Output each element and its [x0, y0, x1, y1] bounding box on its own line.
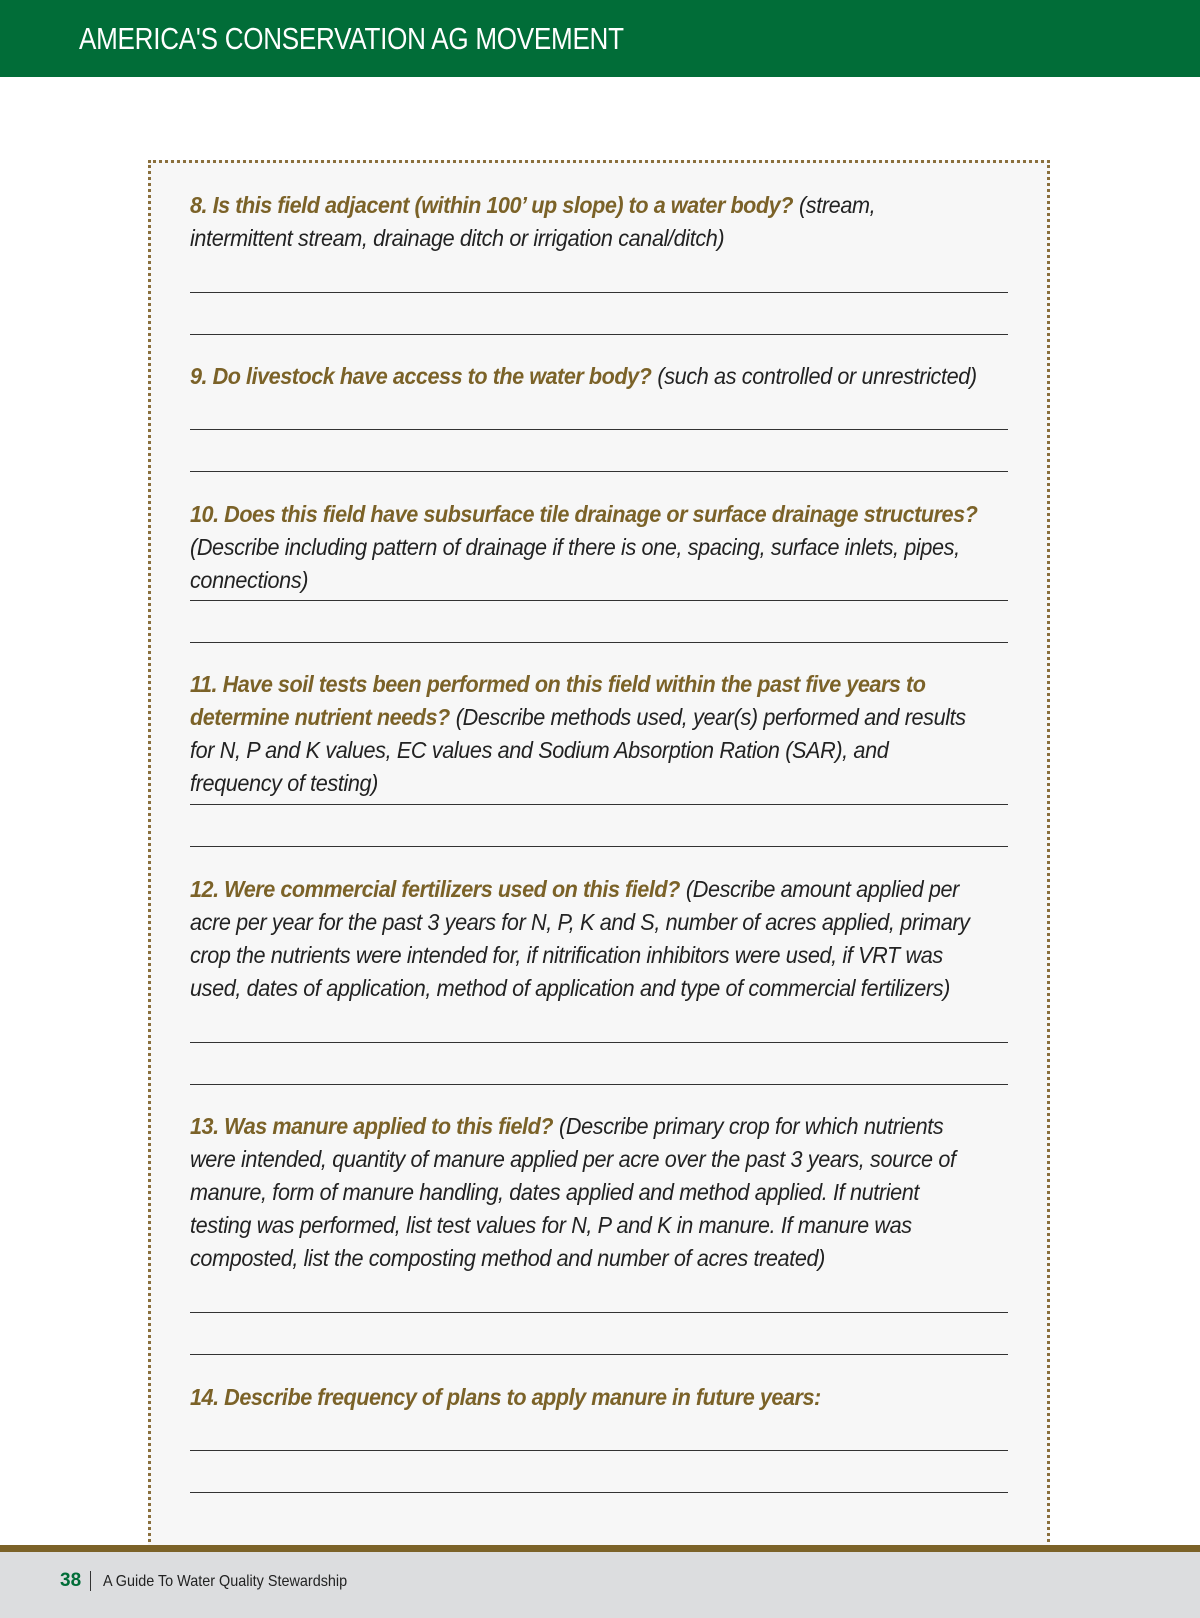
page-header: [0, 0, 1200, 77]
question-8-description: (stream, intermittent stream, drainage ditch or irrigation canal/ditch): [190, 192, 876, 251]
question-14: [190, 1381, 980, 1414]
question-8-answer-line-2[interactable]: [190, 334, 1008, 335]
header-title: AMERICA'S CONSERVATION AG MOVEMENT: [79, 21, 624, 56]
question-13-title: 13. Was manure applied to this field?: [190, 1113, 554, 1139]
question-12: [190, 873, 980, 1005]
question-13-answer-line-1[interactable]: [190, 1312, 1008, 1313]
question-13: [190, 1110, 980, 1275]
question-11-answer-line-2[interactable]: [190, 846, 1008, 847]
question-13-description: (Describe primary crop for which nutrients were intended, quantity of manure applied per acre over the past 3 years, source of manure, form of manure handling, dates applied and method applied. If nutrient testing was performed, list test values for N, P and K in manure. If manure was composted, list the composting method and number of acres treated): [190, 1113, 956, 1271]
question-9-answer-line-2[interactable]: [190, 471, 1008, 472]
question-9: [190, 360, 980, 393]
question-12-description: (Describe amount applied per acre per year for the past 3 years for N, P, K and S, number of acres applied, primary crop the nutrients were intended for, if nitrification inhibitors were used, if VRT was used, dates of application, method of application and type of commercial fertilizers): [190, 876, 970, 1001]
question-10: [190, 498, 980, 597]
question-10-title: 10. Does this field have subsurface tile drainage or surface drainage structures?: [190, 501, 978, 527]
question-11-answer-line-1[interactable]: [190, 804, 1008, 805]
question-8: [190, 189, 980, 255]
question-14-answer-line-1[interactable]: [190, 1450, 1008, 1451]
footer-accent-bar: [0, 1545, 1200, 1552]
question-14-title: 14. Describe frequency of plans to apply manure in future years:: [190, 1384, 821, 1410]
question-12-answer-line-1[interactable]: [190, 1042, 1008, 1043]
question-11-description: (Describe methods used, year(s) performed and results for N, P and K values, EC values and Sodium Absorption Ration (SAR), and frequency of testing): [190, 704, 966, 796]
question-12-title: 12. Were commercial fertilizers used on this field?: [190, 876, 680, 902]
question-9-description: (such as controlled or unrestricted): [657, 363, 977, 389]
question-10-answer-line-2[interactable]: [190, 642, 1008, 643]
page-number: 38: [60, 1570, 82, 1591]
question-8-answer-line-1[interactable]: [190, 292, 1008, 293]
question-8-title: 8. Is this field adjacent (within 100’ up slope) to a water body?: [190, 192, 793, 218]
question-10-description: (Describe including pattern of drainage if there is one, spacing, surface inlets, pipes, connections): [190, 534, 960, 593]
footer-divider: [90, 1571, 91, 1591]
question-11-title: 11. Have soil tests been performed on this field within the past five years to determine nutrient needs?: [190, 671, 926, 730]
question-11: [190, 668, 980, 800]
question-9-answer-line-1[interactable]: [190, 429, 1008, 430]
question-13-answer-line-2[interactable]: [190, 1354, 1008, 1355]
question-12-answer-line-2[interactable]: [190, 1084, 1008, 1085]
question-14-answer-line-2[interactable]: [190, 1492, 1008, 1493]
question-10-answer-line-1[interactable]: [190, 600, 1008, 601]
guide-title: A Guide To Water Quality Stewardship: [103, 1573, 348, 1590]
question-9-title: 9. Do livestock have access to the water body?: [190, 363, 652, 389]
